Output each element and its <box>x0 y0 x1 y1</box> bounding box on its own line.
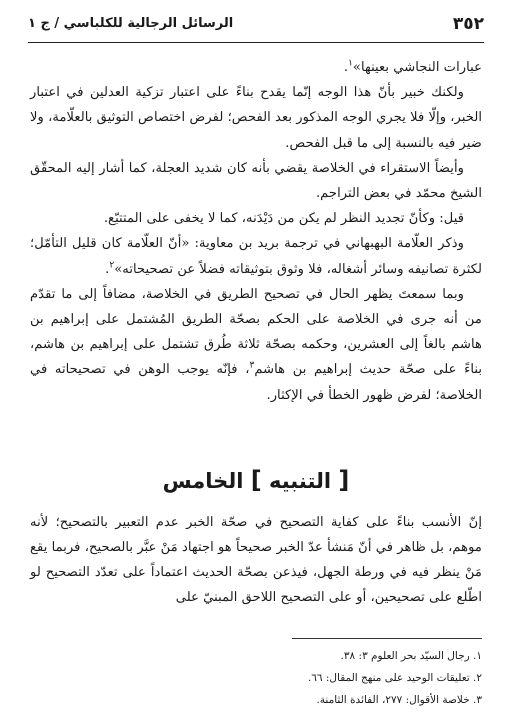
paragraph: وذكر العلّامة البهبهاني في ترجمة بريد بن معاوية: «أنّ العلّامة كان قليل التأمّل؛ لكثرة تصانيفه وسائر أشغاله، فلا وثوق بتوثيقاته فضلاً عن تصحيحاته»$^٢$. <box>30 236 482 277</box>
footnote-marker: ٢ <box>109 260 115 271</box>
footnote-marker: ٣ <box>249 361 255 372</box>
paragraph: وبما سمعتَ يظهر الحال في تصحيح الطريق في الخلاصة، مضافاً إلى ما تقدّم من أنه جرى في الخلاصة على الحكم بصحّة الطريق المُشتمل على إبراهيم بن هاشم بالغاً إلى العشرين، وحكمه بصحّة ثلاثة طُرق تشتمل على إبراهيم بن هاشم، بناءً على صحّة حديث إبراهيم بن هاشم$^٣$، فإنّه يوجب الوهن في تصحيحاته في الخلاصة؛ لفرض ظهور الخطأ في الإكثار. <box>30 286 482 403</box>
paragraph: وأيضاً الاستقراء في الخلاصة يقضي بأنه كان شديد العجلة، كما أشار إليه المحقّق الشيخ محمّد في بعض التراجم. <box>30 160 482 202</box>
main-text <box>30 55 482 408</box>
footnotes <box>30 645 482 711</box>
section-heading: [ التنبيه ] الخامس <box>162 466 350 494</box>
footnote-rule <box>292 638 482 639</box>
footnote-marker: ١ <box>348 58 353 69</box>
page-header <box>28 14 484 38</box>
footnote: ٣. خلاصة الأقوال: ٢٧٧، الفائدة الثامنة. <box>316 694 482 706</box>
header-rule <box>28 42 484 43</box>
footnote: ٢. تعليقات الوحيد على منهج المقال: ٦٦. <box>307 672 482 684</box>
paragraph: ولكنك خبير بأنّ هذا الوجه إنّما يقدح بناءً على اعتبار تزكية العدلين في اعتبار الخبر، وإلّا فلا يجري الوجه المذكور بعد الفحص؛ لفرض اختصاص التوثيق بالعلّامة، ولا ضير فيه بالنسبة إلى ما قبل الفحص. <box>30 85 482 151</box>
running-title: الرسائل الرجالية للكلباسي / ج ١ <box>28 16 234 31</box>
section-text <box>30 510 482 610</box>
paragraph: عبارات النجاشي بعينها»$^١$. <box>343 58 482 75</box>
page-number: ٣٥٢ <box>452 14 484 34</box>
paragraph: إنّ الأنسب بناءً على كفاية التصحيح في صحّة الخبر عدم التعبير بالتصحيح؛ لأنه موهم، بل ظاهر في أنّ مَنشأ عدّ الخبر صحيحاً هو اجتهاد مَنْ عبَّر بالصحيح، فربما يقع مَنْ ينظر فيه في ورطة الجهل، فيذعن بصحّة الحديث اعتماداً على تعدّد التصحيح لو اطّلع على تصحيحين، أو على التصحيح اللاحق المبنيّ على <box>30 515 482 605</box>
footnote: ١. رجال السيّد بحر العلوم ٣: ٣٨. <box>340 650 482 662</box>
paragraph: قيل: وكأنّ تجديد النظر لم يكن من دَيْدَنه، كما لا يخفى على المتتبّع. <box>103 211 464 227</box>
